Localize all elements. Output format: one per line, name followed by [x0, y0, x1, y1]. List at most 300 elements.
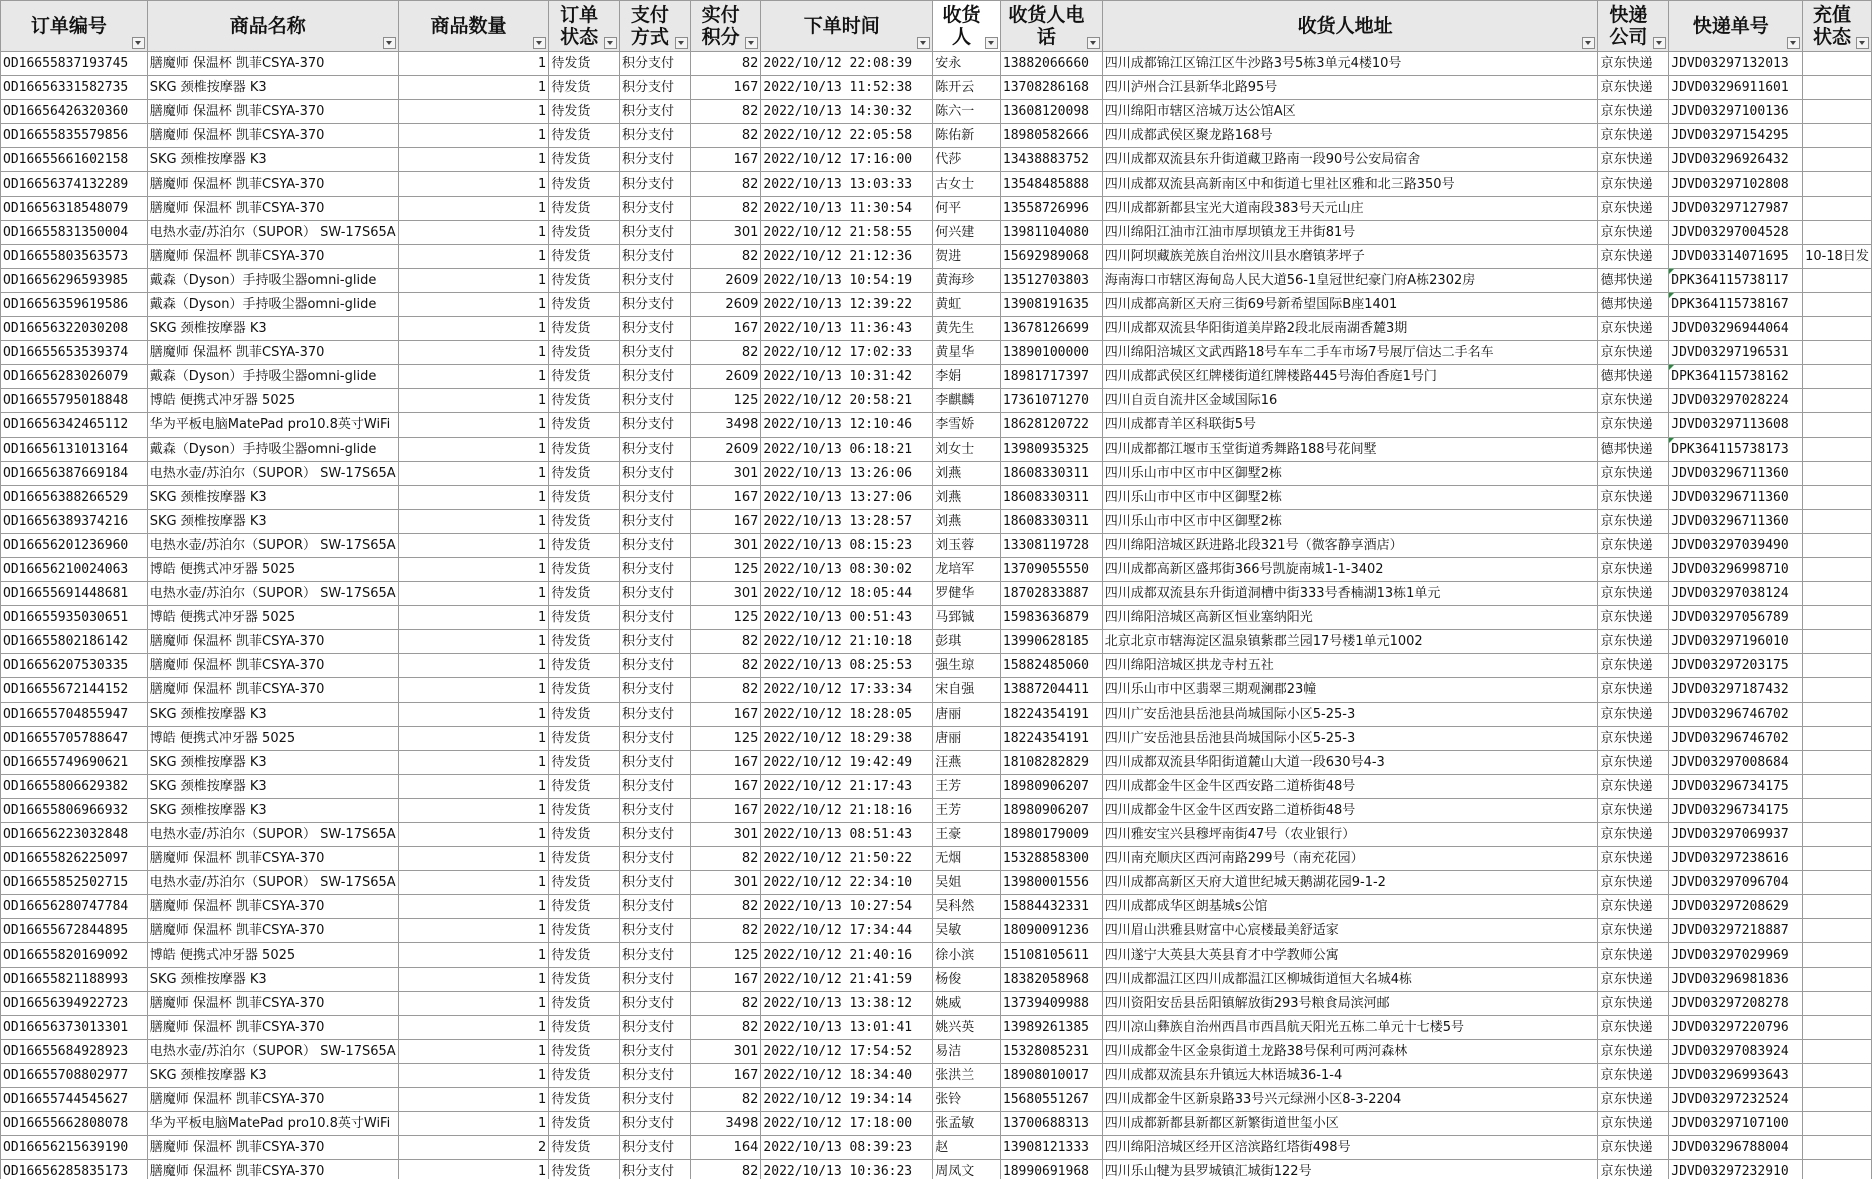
courier-cell[interactable]: 京东快递: [1598, 1063, 1669, 1087]
order-status-cell[interactable]: 待发货: [549, 943, 620, 967]
recipient-address-cell[interactable]: 四川成都都江堰市玉堂街道秀舞路188号花间墅: [1102, 437, 1598, 461]
order-status-cell[interactable]: 待发货: [549, 1160, 620, 1179]
order-id-cell[interactable]: OD16655661602158: [1, 148, 148, 172]
points-paid-cell[interactable]: 82: [690, 1015, 761, 1039]
quantity-cell[interactable]: 1: [398, 823, 549, 847]
order-time-cell[interactable]: 2022/10/13 13:01:41: [761, 1015, 933, 1039]
courier-cell[interactable]: 京东快递: [1598, 919, 1669, 943]
recipient-cell[interactable]: 张铃: [933, 1088, 1001, 1112]
quantity-cell[interactable]: 1: [398, 389, 549, 413]
recipient-address-cell[interactable]: 四川遂宁大英县大英县育才中学教师公寓: [1102, 943, 1598, 967]
recipient-phone-cell[interactable]: 13678126699: [1000, 317, 1102, 341]
order-status-cell[interactable]: 待发货: [549, 268, 620, 292]
recipient-cell[interactable]: 刘玉蓉: [933, 533, 1001, 557]
quantity-cell[interactable]: 1: [398, 1015, 549, 1039]
order-id-cell[interactable]: OD16656389374216: [1, 509, 148, 533]
points-paid-cell[interactable]: 82: [690, 1088, 761, 1112]
recharge-status-cell[interactable]: [1803, 365, 1872, 389]
recharge-status-cell[interactable]: [1803, 606, 1872, 630]
product-name-cell[interactable]: 膳魔师 保温杯 凯菲CSYA-370: [147, 630, 398, 654]
recipient-address-cell[interactable]: 四川泸州合江县新华北路95号: [1102, 76, 1598, 100]
payment-method-cell[interactable]: 积分支付: [619, 52, 690, 76]
recipient-phone-cell[interactable]: 18628120722: [1000, 413, 1102, 437]
order-status-cell[interactable]: 待发货: [549, 726, 620, 750]
recharge-status-cell[interactable]: [1803, 100, 1872, 124]
recipient-address-cell[interactable]: 四川乐山市中区市中区御墅2栋: [1102, 509, 1598, 533]
order-time-cell[interactable]: 2022/10/12 18:05:44: [761, 582, 933, 606]
order-time-cell[interactable]: 2022/10/13 13:27:06: [761, 485, 933, 509]
product-name-cell[interactable]: 电热水壶/苏泊尔（SUPOR） SW-17S65A: [147, 582, 398, 606]
order-id-cell[interactable]: OD16655662808078: [1, 1112, 148, 1136]
product-name-cell[interactable]: 电热水壶/苏泊尔（SUPOR） SW-17S65A: [147, 1039, 398, 1063]
order-id-cell[interactable]: OD16655820169092: [1, 943, 148, 967]
recipient-phone-cell[interactable]: 17361071270: [1000, 389, 1102, 413]
order-id-cell[interactable]: OD16656322030208: [1, 317, 148, 341]
order-status-cell[interactable]: 待发货: [549, 630, 620, 654]
courier-cell[interactable]: 京东快递: [1598, 461, 1669, 485]
order-time-cell[interactable]: 2022/10/13 08:25:53: [761, 654, 933, 678]
recipient-address-cell[interactable]: 四川成都双流县高新南区中和街道七里社区雅和北三路350号: [1102, 172, 1598, 196]
payment-method-cell[interactable]: 积分支付: [619, 702, 690, 726]
order-status-cell[interactable]: 待发货: [549, 798, 620, 822]
recipient-address-cell[interactable]: 四川成都双流县华阳街道美岸路2段北辰南湖香麓3期: [1102, 317, 1598, 341]
product-name-cell[interactable]: 膳魔师 保温杯 凯菲CSYA-370: [147, 52, 398, 76]
recipient-address-cell[interactable]: 四川乐山犍为县罗城镇汇城街122号: [1102, 1160, 1598, 1179]
payment-method-cell[interactable]: 积分支付: [619, 774, 690, 798]
recipient-address-cell[interactable]: 四川自贡自流井区金域国际16: [1102, 389, 1598, 413]
recipient-phone-cell[interactable]: 13980935325: [1000, 437, 1102, 461]
order-id-cell[interactable]: OD16655803563573: [1, 244, 148, 268]
recipient-address-cell[interactable]: 四川成都武侯区聚龙路168号: [1102, 124, 1598, 148]
recharge-status-cell[interactable]: [1803, 654, 1872, 678]
tracking-number-cell[interactable]: JDVD03297107100: [1669, 1112, 1803, 1136]
payment-method-cell[interactable]: 积分支付: [619, 1015, 690, 1039]
order-time-cell[interactable]: 2022/10/13 12:10:46: [761, 413, 933, 437]
tracking-number-cell[interactable]: JDVD03296746702: [1669, 702, 1803, 726]
recipient-phone-cell[interactable]: 15328858300: [1000, 847, 1102, 871]
order-status-cell[interactable]: 待发货: [549, 847, 620, 871]
courier-cell[interactable]: 京东快递: [1598, 124, 1669, 148]
filter-dropdown-icon[interactable]: [675, 37, 688, 49]
recipient-cell[interactable]: 吴姐: [933, 871, 1001, 895]
order-status-cell[interactable]: 待发货: [549, 1039, 620, 1063]
tracking-number-cell[interactable]: JDVD03296926432: [1669, 148, 1803, 172]
order-time-cell[interactable]: 2022/10/13 08:39:23: [761, 1136, 933, 1160]
order-id-cell[interactable]: OD16655837193745: [1, 52, 148, 76]
recharge-status-cell[interactable]: [1803, 437, 1872, 461]
courier-cell[interactable]: 京东快递: [1598, 557, 1669, 581]
quantity-cell[interactable]: 1: [398, 485, 549, 509]
order-time-cell[interactable]: 2022/10/12 22:05:58: [761, 124, 933, 148]
recharge-status-cell[interactable]: [1803, 967, 1872, 991]
order-status-cell[interactable]: 待发货: [549, 413, 620, 437]
payment-method-cell[interactable]: 积分支付: [619, 1136, 690, 1160]
points-paid-cell[interactable]: 301: [690, 582, 761, 606]
order-status-cell[interactable]: 待发货: [549, 172, 620, 196]
recharge-status-cell[interactable]: [1803, 461, 1872, 485]
order-id-cell[interactable]: OD16656318548079: [1, 196, 148, 220]
recipient-cell[interactable]: 李麒麟: [933, 389, 1001, 413]
courier-cell[interactable]: 京东快递: [1598, 606, 1669, 630]
order-time-cell[interactable]: 2022/10/12 21:41:59: [761, 967, 933, 991]
recipient-address-cell[interactable]: 四川成都新都县新都区新繁街道世玺小区: [1102, 1112, 1598, 1136]
recipient-address-cell[interactable]: 四川成都双流县东升街道藏卫路南一段90号公安局宿舍: [1102, 148, 1598, 172]
order-id-cell[interactable]: OD16655672844895: [1, 919, 148, 943]
payment-method-cell[interactable]: 积分支付: [619, 76, 690, 100]
courier-cell[interactable]: 京东快递: [1598, 702, 1669, 726]
recharge-status-cell[interactable]: 10-18日发: [1803, 244, 1872, 268]
tracking-number-cell[interactable]: JDVD03296944064: [1669, 317, 1803, 341]
order-id-cell[interactable]: OD16656342465112: [1, 413, 148, 437]
payment-method-cell[interactable]: 积分支付: [619, 292, 690, 316]
order-time-cell[interactable]: 2022/10/13 12:39:22: [761, 292, 933, 316]
product-name-cell[interactable]: SKG 颈椎按摩器 K3: [147, 967, 398, 991]
order-id-cell[interactable]: OD16655744545627: [1, 1088, 148, 1112]
courier-cell[interactable]: 京东快递: [1598, 991, 1669, 1015]
filter-dropdown-icon[interactable]: [1087, 37, 1100, 49]
order-id-cell[interactable]: OD16655806966932: [1, 798, 148, 822]
filter-dropdown-icon[interactable]: [604, 37, 617, 49]
order-time-cell[interactable]: 2022/10/12 17:33:34: [761, 678, 933, 702]
recharge-status-cell[interactable]: [1803, 871, 1872, 895]
recharge-status-cell[interactable]: [1803, 413, 1872, 437]
order-time-cell[interactable]: 2022/10/12 22:34:10: [761, 871, 933, 895]
payment-method-cell[interactable]: 积分支付: [619, 268, 690, 292]
points-paid-cell[interactable]: 125: [690, 606, 761, 630]
product-name-cell[interactable]: 膳魔师 保温杯 凯菲CSYA-370: [147, 1015, 398, 1039]
payment-method-cell[interactable]: 积分支付: [619, 847, 690, 871]
filter-dropdown-icon[interactable]: [1856, 37, 1869, 49]
order-status-cell[interactable]: 待发货: [549, 52, 620, 76]
filter-dropdown-icon[interactable]: [383, 37, 396, 49]
points-paid-cell[interactable]: 167: [690, 750, 761, 774]
recipient-phone-cell[interactable]: 15108105611: [1000, 943, 1102, 967]
order-id-cell[interactable]: OD16655704855947: [1, 702, 148, 726]
points-paid-cell[interactable]: 125: [690, 726, 761, 750]
order-time-cell[interactable]: 2022/10/13 14:30:32: [761, 100, 933, 124]
payment-method-cell[interactable]: 积分支付: [619, 1112, 690, 1136]
recipient-address-cell[interactable]: 四川绵阳涪城区经开区涪滨路红塔街498号: [1102, 1136, 1598, 1160]
order-time-cell[interactable]: 2022/10/13 11:36:43: [761, 317, 933, 341]
order-id-cell[interactable]: OD16656285835173: [1, 1160, 148, 1179]
points-paid-cell[interactable]: 82: [690, 630, 761, 654]
tracking-number-cell[interactable]: JDVD03297008684: [1669, 750, 1803, 774]
payment-method-cell[interactable]: 积分支付: [619, 124, 690, 148]
points-paid-cell[interactable]: 167: [690, 509, 761, 533]
payment-method-cell[interactable]: 积分支付: [619, 389, 690, 413]
recharge-status-cell[interactable]: [1803, 1015, 1872, 1039]
points-paid-cell[interactable]: 301: [690, 220, 761, 244]
payment-method-cell[interactable]: 积分支付: [619, 991, 690, 1015]
quantity-cell[interactable]: 1: [398, 148, 549, 172]
recharge-status-cell[interactable]: [1803, 750, 1872, 774]
recipient-phone-cell[interactable]: 13981104080: [1000, 220, 1102, 244]
recipient-phone-cell[interactable]: 15692989068: [1000, 244, 1102, 268]
payment-method-cell[interactable]: 积分支付: [619, 196, 690, 220]
recharge-status-cell[interactable]: [1803, 1088, 1872, 1112]
recipient-address-cell[interactable]: 四川成都高新区天府大道世纪城天鹅湖花园9-1-2: [1102, 871, 1598, 895]
tracking-number-cell[interactable]: JDVD03297029969: [1669, 943, 1803, 967]
product-name-cell[interactable]: 膳魔师 保温杯 凯菲CSYA-370: [147, 244, 398, 268]
recipient-cell[interactable]: 张孟敏: [933, 1112, 1001, 1136]
order-id-cell[interactable]: OD16656373013301: [1, 1015, 148, 1039]
recharge-status-cell[interactable]: [1803, 509, 1872, 533]
recipient-phone-cell[interactable]: 13548485888: [1000, 172, 1102, 196]
tracking-number-cell[interactable]: JDVD03297039490: [1669, 533, 1803, 557]
product-name-cell[interactable]: 膳魔师 保温杯 凯菲CSYA-370: [147, 124, 398, 148]
order-id-cell[interactable]: OD16656201236960: [1, 533, 148, 557]
recipient-phone-cell[interactable]: 13990628185: [1000, 630, 1102, 654]
quantity-cell[interactable]: 1: [398, 268, 549, 292]
recipient-cell[interactable]: 贺进: [933, 244, 1001, 268]
order-id-cell[interactable]: OD16656296593985: [1, 268, 148, 292]
order-time-cell[interactable]: 2022/10/12 17:34:44: [761, 919, 933, 943]
tracking-number-cell[interactable]: JDVD03296788004: [1669, 1136, 1803, 1160]
recharge-status-cell[interactable]: [1803, 919, 1872, 943]
courier-cell[interactable]: 京东快递: [1598, 847, 1669, 871]
recipient-address-cell[interactable]: 四川成都锦江区锦江区牛沙路3号5栋3单元4楼10号: [1102, 52, 1598, 76]
order-status-cell[interactable]: 待发货: [549, 124, 620, 148]
recipient-address-cell[interactable]: 四川乐山市中区市中区御墅2栋: [1102, 485, 1598, 509]
recharge-status-cell[interactable]: [1803, 52, 1872, 76]
courier-cell[interactable]: 京东快递: [1598, 943, 1669, 967]
product-name-cell[interactable]: 华为平板电脑MatePad pro10.8英寸WiFi: [147, 1112, 398, 1136]
quantity-cell[interactable]: 1: [398, 919, 549, 943]
payment-method-cell[interactable]: 积分支付: [619, 317, 690, 341]
tracking-number-cell[interactable]: JDVD03296711360: [1669, 485, 1803, 509]
tracking-number-cell[interactable]: JDVD03296981836: [1669, 967, 1803, 991]
recipient-phone-cell[interactable]: 13558726996: [1000, 196, 1102, 220]
courier-cell[interactable]: 德邦快递: [1598, 437, 1669, 461]
quantity-cell[interactable]: 1: [398, 678, 549, 702]
tracking-number-cell[interactable]: JDVD03297083924: [1669, 1039, 1803, 1063]
tracking-number-cell[interactable]: JDVD03296998710: [1669, 557, 1803, 581]
courier-cell[interactable]: 京东快递: [1598, 317, 1669, 341]
recipient-phone-cell[interactable]: 13890100000: [1000, 341, 1102, 365]
courier-cell[interactable]: 京东快递: [1598, 1160, 1669, 1179]
recipient-address-cell[interactable]: 四川绵阳涪城区高新区恒业塞纳阳光: [1102, 606, 1598, 630]
points-paid-cell[interactable]: 125: [690, 943, 761, 967]
recipient-cell[interactable]: 姚威: [933, 991, 1001, 1015]
recipient-address-cell[interactable]: 海南海口市辖区海甸岛人民大道56-1皇冠世纪豪门府A栋2302房: [1102, 268, 1598, 292]
recharge-status-cell[interactable]: [1803, 943, 1872, 967]
order-id-cell[interactable]: OD16655826225097: [1, 847, 148, 871]
recharge-status-cell[interactable]: [1803, 124, 1872, 148]
product-name-cell[interactable]: 电热水壶/苏泊尔（SUPOR） SW-17S65A: [147, 461, 398, 485]
order-time-cell[interactable]: 2022/10/13 11:30:54: [761, 196, 933, 220]
quantity-cell[interactable]: 1: [398, 365, 549, 389]
tracking-number-cell[interactable]: JDVD03297208629: [1669, 895, 1803, 919]
order-time-cell[interactable]: 2022/10/12 21:10:18: [761, 630, 933, 654]
order-time-cell[interactable]: 2022/10/12 22:08:39: [761, 52, 933, 76]
quantity-cell[interactable]: 1: [398, 1063, 549, 1087]
order-status-cell[interactable]: 待发货: [549, 509, 620, 533]
recharge-status-cell[interactable]: [1803, 823, 1872, 847]
quantity-cell[interactable]: 1: [398, 172, 549, 196]
recipient-cell[interactable]: 王芳: [933, 798, 1001, 822]
quantity-cell[interactable]: 1: [398, 895, 549, 919]
payment-method-cell[interactable]: 积分支付: [619, 654, 690, 678]
product-name-cell[interactable]: 戴森（Dyson）手持吸尘器omni-glide: [147, 292, 398, 316]
order-status-cell[interactable]: 待发货: [549, 148, 620, 172]
payment-method-cell[interactable]: 积分支付: [619, 895, 690, 919]
order-id-cell[interactable]: OD16656359619586: [1, 292, 148, 316]
quantity-cell[interactable]: 1: [398, 1088, 549, 1112]
points-paid-cell[interactable]: 82: [690, 678, 761, 702]
product-name-cell[interactable]: 膳魔师 保温杯 凯菲CSYA-370: [147, 1136, 398, 1160]
payment-method-cell[interactable]: 积分支付: [619, 244, 690, 268]
points-paid-cell[interactable]: 82: [690, 847, 761, 871]
quantity-cell[interactable]: 1: [398, 557, 549, 581]
recharge-status-cell[interactable]: [1803, 220, 1872, 244]
courier-cell[interactable]: 京东快递: [1598, 533, 1669, 557]
quantity-cell[interactable]: 1: [398, 582, 549, 606]
order-status-cell[interactable]: 待发货: [549, 991, 620, 1015]
recipient-address-cell[interactable]: 四川绵阳涪城区跃进路北段321号（微客静享酒店）: [1102, 533, 1598, 557]
recipient-address-cell[interactable]: 四川眉山洪雅县财富中心宸楼最美舒适家: [1102, 919, 1598, 943]
recharge-status-cell[interactable]: [1803, 1039, 1872, 1063]
recharge-status-cell[interactable]: [1803, 196, 1872, 220]
order-time-cell[interactable]: 2022/10/12 21:40:16: [761, 943, 933, 967]
courier-cell[interactable]: 京东快递: [1598, 1136, 1669, 1160]
courier-cell[interactable]: 京东快递: [1598, 1088, 1669, 1112]
courier-cell[interactable]: 京东快递: [1598, 220, 1669, 244]
tracking-number-cell[interactable]: JDVD03297069937: [1669, 823, 1803, 847]
recipient-address-cell[interactable]: 四川凉山彝族自治州西昌市西昌航天阳光五栋二单元十七楼5号: [1102, 1015, 1598, 1039]
courier-cell[interactable]: 京东快递: [1598, 582, 1669, 606]
order-time-cell[interactable]: 2022/10/13 10:31:42: [761, 365, 933, 389]
order-id-cell[interactable]: OD16655705788647: [1, 726, 148, 750]
header-recipient[interactable]: 收货人: [933, 1, 1001, 52]
recipient-cell[interactable]: 黄先生: [933, 317, 1001, 341]
recipient-cell[interactable]: 黄星华: [933, 341, 1001, 365]
order-status-cell[interactable]: 待发货: [549, 895, 620, 919]
recipient-cell[interactable]: 马郅铖: [933, 606, 1001, 630]
recipient-address-cell[interactable]: 四川成都温江区四川成都温江区柳城街道恒大名城4栋: [1102, 967, 1598, 991]
recipient-address-cell[interactable]: 四川南充顺庆区西河南路299号（南充花园）: [1102, 847, 1598, 871]
order-time-cell[interactable]: 2022/10/13 10:54:19: [761, 268, 933, 292]
product-name-cell[interactable]: 膳魔师 保温杯 凯菲CSYA-370: [147, 654, 398, 678]
tracking-number-cell[interactable]: JDVD03297102808: [1669, 172, 1803, 196]
order-id-cell[interactable]: OD16655831350004: [1, 220, 148, 244]
recharge-status-cell[interactable]: [1803, 1063, 1872, 1087]
recipient-address-cell[interactable]: 四川绵阳涪城区拱龙寺村五社: [1102, 654, 1598, 678]
courier-cell[interactable]: 京东快递: [1598, 654, 1669, 678]
order-status-cell[interactable]: 待发货: [549, 557, 620, 581]
order-id-cell[interactable]: OD16656210024063: [1, 557, 148, 581]
recharge-status-cell[interactable]: [1803, 582, 1872, 606]
recipient-cell[interactable]: 彭琪: [933, 630, 1001, 654]
payment-method-cell[interactable]: 积分支付: [619, 630, 690, 654]
product-name-cell[interactable]: SKG 颈椎按摩器 K3: [147, 774, 398, 798]
recipient-cell[interactable]: 汪燕: [933, 750, 1001, 774]
product-name-cell[interactable]: 膳魔师 保温杯 凯菲CSYA-370: [147, 341, 398, 365]
courier-cell[interactable]: 京东快递: [1598, 485, 1669, 509]
quantity-cell[interactable]: 1: [398, 196, 549, 220]
payment-method-cell[interactable]: 积分支付: [619, 437, 690, 461]
recipient-address-cell[interactable]: 四川雅安宝兴县穆坪南街47号（农业银行）: [1102, 823, 1598, 847]
recipient-cell[interactable]: 宋自强: [933, 678, 1001, 702]
recipient-cell[interactable]: 周凤文: [933, 1160, 1001, 1179]
recipient-phone-cell[interactable]: 18990691968: [1000, 1160, 1102, 1179]
recipient-cell[interactable]: 徐小滨: [933, 943, 1001, 967]
quantity-cell[interactable]: 1: [398, 871, 549, 895]
product-name-cell[interactable]: SKG 颈椎按摩器 K3: [147, 485, 398, 509]
recipient-phone-cell[interactable]: 18980582666: [1000, 124, 1102, 148]
tracking-number-cell[interactable]: JDVD03297113608: [1669, 413, 1803, 437]
product-name-cell[interactable]: SKG 颈椎按摩器 K3: [147, 1063, 398, 1087]
recipient-phone-cell[interactable]: 18702833887: [1000, 582, 1102, 606]
order-status-cell[interactable]: 待发货: [549, 919, 620, 943]
product-name-cell[interactable]: SKG 颈椎按摩器 K3: [147, 509, 398, 533]
product-name-cell[interactable]: 电热水壶/苏泊尔（SUPOR） SW-17S65A: [147, 533, 398, 557]
order-time-cell[interactable]: 2022/10/13 00:51:43: [761, 606, 933, 630]
recipient-address-cell[interactable]: 四川成都双流县东升镇远大林语城36-1-4: [1102, 1063, 1598, 1087]
recipient-phone-cell[interactable]: 18108282829: [1000, 750, 1102, 774]
payment-method-cell[interactable]: 积分支付: [619, 1088, 690, 1112]
recipient-cell[interactable]: 陈六一: [933, 100, 1001, 124]
product-name-cell[interactable]: 博皓 便携式冲牙器 5025: [147, 389, 398, 413]
recipient-phone-cell[interactable]: 18981717397: [1000, 365, 1102, 389]
product-name-cell[interactable]: SKG 颈椎按摩器 K3: [147, 798, 398, 822]
recipient-cell[interactable]: 黄海珍: [933, 268, 1001, 292]
recipient-address-cell[interactable]: 北京北京市辖海淀区温泉镇紫郡兰园17号楼1单元1002: [1102, 630, 1598, 654]
recipient-cell[interactable]: 何兴建: [933, 220, 1001, 244]
recipient-address-cell[interactable]: 四川绵阳市辖区涪城万达公馆A区: [1102, 100, 1598, 124]
recipient-address-cell[interactable]: 四川乐山市中区市中区御墅2栋: [1102, 461, 1598, 485]
payment-method-cell[interactable]: 积分支付: [619, 967, 690, 991]
recipient-cell[interactable]: 姚兴英: [933, 1015, 1001, 1039]
recipient-cell[interactable]: 代莎: [933, 148, 1001, 172]
recipient-phone-cell[interactable]: 18980906207: [1000, 798, 1102, 822]
recipient-phone-cell[interactable]: 18382058968: [1000, 967, 1102, 991]
filter-dropdown-icon[interactable]: [1787, 37, 1800, 49]
tracking-number-cell[interactable]: JDVD03297196531: [1669, 341, 1803, 365]
tracking-number-cell[interactable]: JDVD03297208278: [1669, 991, 1803, 1015]
payment-method-cell[interactable]: 积分支付: [619, 750, 690, 774]
recharge-status-cell[interactable]: [1803, 341, 1872, 365]
order-id-cell[interactable]: OD16656331582735: [1, 76, 148, 100]
courier-cell[interactable]: 京东快递: [1598, 389, 1669, 413]
quantity-cell[interactable]: 1: [398, 606, 549, 630]
recipient-phone-cell[interactable]: 13989261385: [1000, 1015, 1102, 1039]
recipient-phone-cell[interactable]: 18090091236: [1000, 919, 1102, 943]
recipient-phone-cell[interactable]: 13887204411: [1000, 678, 1102, 702]
quantity-cell[interactable]: 1: [398, 533, 549, 557]
courier-cell[interactable]: 京东快递: [1598, 750, 1669, 774]
order-status-cell[interactable]: 待发货: [549, 196, 620, 220]
tracking-number-cell[interactable]: JDVD03296911601: [1669, 76, 1803, 100]
courier-cell[interactable]: 京东快递: [1598, 148, 1669, 172]
courier-cell[interactable]: 京东快递: [1598, 1015, 1669, 1039]
recipient-phone-cell[interactable]: 13512703803: [1000, 268, 1102, 292]
points-paid-cell[interactable]: 301: [690, 871, 761, 895]
order-id-cell[interactable]: OD16656426320360: [1, 100, 148, 124]
tracking-number-cell[interactable]: JDVD03296711360: [1669, 461, 1803, 485]
order-time-cell[interactable]: 2022/10/12 18:28:05: [761, 702, 933, 726]
order-id-cell[interactable]: OD16655795018848: [1, 389, 148, 413]
order-id-cell[interactable]: OD16655806629382: [1, 774, 148, 798]
order-id-cell[interactable]: OD16655935030651: [1, 606, 148, 630]
recipient-cell[interactable]: 吴敏: [933, 919, 1001, 943]
order-time-cell[interactable]: 2022/10/12 21:58:55: [761, 220, 933, 244]
points-paid-cell[interactable]: 2609: [690, 437, 761, 461]
order-status-cell[interactable]: 待发货: [549, 317, 620, 341]
recipient-cell[interactable]: 唐丽: [933, 726, 1001, 750]
tracking-number-cell[interactable]: JDVD03297096704: [1669, 871, 1803, 895]
order-status-cell[interactable]: 待发货: [549, 341, 620, 365]
order-status-cell[interactable]: 待发货: [549, 365, 620, 389]
